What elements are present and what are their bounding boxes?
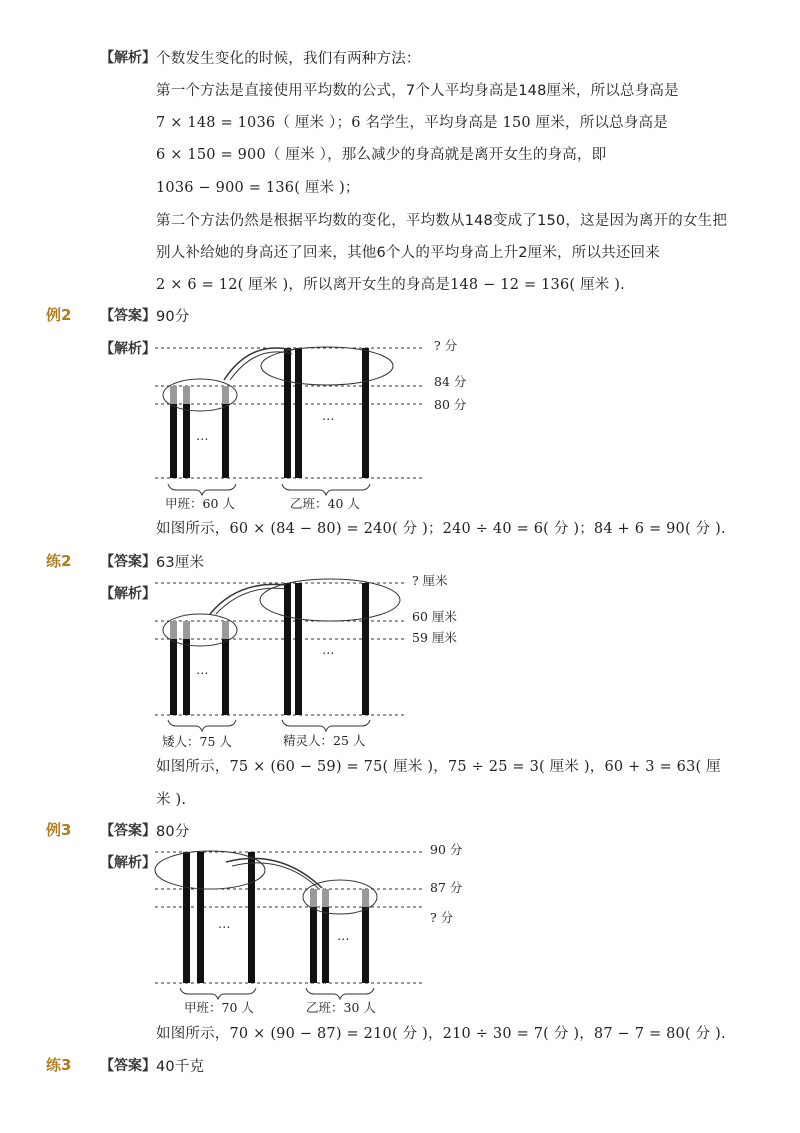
formula: 如图所示，75 × (60 − 59) = 75( 厘米 )，75 ÷ 25 = 3( 厘米 )，60 + 3 = 63( 厘 [156, 759, 721, 775]
label-mid: 84 分 [434, 374, 467, 389]
intro-text: 个数发生变化的时候，我们有两种方法： [156, 51, 421, 67]
answer-label: 【答案】 [100, 1058, 156, 1074]
label-mid: 87 分 [430, 880, 463, 895]
dots: … [322, 408, 335, 423]
text-line: 7 × 148 = 1036（ 厘米 ）；6 名学生，平均身高是 150 厘米，所以总身高是 [156, 115, 668, 131]
dots: … [218, 916, 231, 931]
label-top: ? 厘米 [412, 573, 448, 588]
text-line: 1036 − 900 = 136( 厘米 )； [156, 180, 360, 196]
formula: 米 ). [156, 792, 187, 808]
dots: … [196, 662, 209, 677]
formula: 如图所示，70 × (90 − 87) = 210( 分 )，210 ÷ 30 = 7( 分 )，87 − 7 = 80( 分 ). [156, 1026, 726, 1042]
label-top: ? 分 [434, 338, 458, 353]
label-low: 80 分 [434, 397, 467, 412]
left-group-label: 甲班：60 人 [165, 496, 235, 511]
right-group-label: 乙班：40 人 [290, 496, 360, 511]
jiexi-label: 【解析】 [100, 341, 156, 357]
answer-value: 80分 [156, 824, 190, 840]
label-low: 59 厘米 [412, 630, 457, 645]
dots: … [196, 428, 209, 443]
text-line: 第二个方法仍然是根据平均数的变化，平均数从148变成了150，这是因为离开的女生把 [156, 213, 728, 229]
left-group-label: 甲班：70 人 [184, 1000, 254, 1015]
answer-label: 【答案】 [100, 308, 156, 324]
text-line: 别人补给她的身高还了回来，其他6个人的平均身高上升2厘米，所以共还回来 [156, 245, 660, 261]
right-group-label: 乙班：30 人 [306, 1000, 376, 1015]
text-line: 2 × 6 = 12( 厘米 )，所以离开女生的身高是148 − 12 = 136( 厘米 ). [156, 277, 625, 293]
jiexi-label: 【解析】 [100, 855, 156, 871]
example-tag: 例2 [46, 306, 72, 324]
text-line: 第一个方法是直接使用平均数的公式，7个人平均身高是148厘米，所以总身高是 [156, 83, 679, 99]
dots: … [322, 642, 335, 657]
dots: … [337, 928, 350, 943]
text-line: 6 × 150 = 900（ 厘米 ），那么减少的身高就是离开女生的身高，即 [156, 147, 607, 163]
answer-value: 40千克 [156, 1059, 205, 1075]
label-top: 90 分 [430, 842, 463, 857]
left-group-label: 矮人：75 人 [162, 734, 232, 749]
jiexi-label: 【解析】 [100, 50, 156, 66]
answer-value: 63厘米 [156, 555, 205, 571]
example-tag: 例3 [46, 821, 72, 839]
answer-value: 90分 [156, 309, 190, 325]
example-tag: 练2 [46, 552, 72, 570]
formula: 如图所示，60 × (84 − 80) = 240( 分 )；240 ÷ 40 = 6( 分 )；84 + 6 = 90( 分 ). [156, 521, 726, 537]
label-mid: 60 厘米 [412, 609, 457, 624]
jiexi-label: 【解析】 [100, 586, 156, 602]
answer-label: 【答案】 [100, 823, 156, 839]
right-group-label: 精灵人：25 人 [283, 733, 366, 748]
label-low: ? 分 [430, 910, 454, 925]
answer-label: 【答案】 [100, 554, 156, 570]
example-tag: 练3 [46, 1056, 72, 1074]
